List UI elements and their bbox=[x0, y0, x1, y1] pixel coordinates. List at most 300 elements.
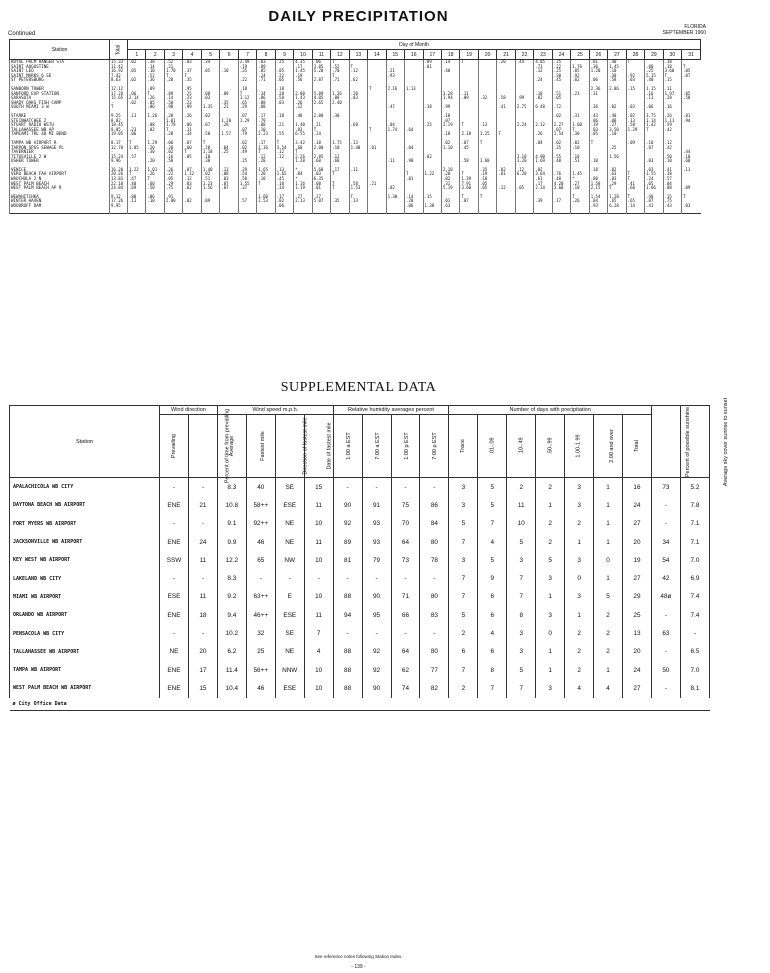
day-value bbox=[331, 204, 349, 213]
day-value: .30 bbox=[331, 114, 349, 119]
day-value: 1.40 bbox=[349, 146, 367, 151]
day-value: .68 bbox=[349, 123, 367, 128]
station-total: 15.65 bbox=[110, 96, 128, 101]
day-value: .80 bbox=[589, 177, 607, 182]
day-value: 2.65 bbox=[312, 101, 330, 106]
day-value: .12 bbox=[275, 150, 293, 155]
day-value: 1.29 bbox=[626, 128, 644, 133]
day-value: .10 bbox=[146, 69, 164, 74]
day-value: 1.68 bbox=[478, 159, 496, 168]
day-value: .35 bbox=[552, 146, 570, 151]
day-value: .29 bbox=[164, 182, 182, 187]
day-value: .50 bbox=[164, 159, 182, 168]
supp-value: 6.2 bbox=[217, 643, 246, 661]
supp-value: 24 bbox=[623, 661, 652, 679]
supp-value: 5 bbox=[478, 551, 507, 569]
supp-value: NE bbox=[275, 533, 304, 551]
day-value: .07 bbox=[238, 128, 256, 133]
day-value: .13 bbox=[349, 141, 367, 146]
day-value: T bbox=[146, 92, 164, 97]
station-total: 19.05 bbox=[110, 132, 128, 141]
day-value: .07 bbox=[220, 182, 238, 187]
supp-value: 1 bbox=[594, 533, 623, 551]
day-value: .25 bbox=[275, 60, 293, 65]
day-value: .05 bbox=[164, 177, 182, 182]
supp-value: - bbox=[362, 569, 391, 587]
day-value bbox=[515, 204, 533, 213]
day-value: 1.19 bbox=[294, 186, 312, 195]
supp-value: 88 bbox=[333, 661, 362, 679]
supp-value: 63 bbox=[651, 624, 680, 642]
day-value: .95 bbox=[183, 87, 201, 92]
day-value: 2.36 bbox=[589, 87, 607, 92]
day-value: .73 bbox=[534, 65, 552, 70]
day-value: 3.60 bbox=[552, 186, 570, 195]
day-value bbox=[552, 204, 570, 213]
supp-value: 4 bbox=[565, 679, 594, 697]
supp-value: 75 bbox=[391, 496, 420, 514]
supp-value: - bbox=[651, 606, 680, 624]
day-value: .50 bbox=[146, 186, 164, 195]
supp-column-header: Date of fastest mile bbox=[304, 415, 333, 478]
day-value: .70 bbox=[331, 69, 349, 74]
day-value: .89 bbox=[257, 65, 275, 70]
day-value: T bbox=[183, 74, 201, 79]
day-value: .10 bbox=[201, 155, 219, 160]
day-value: 5.07 bbox=[312, 199, 330, 204]
station-name: SAINT LEO bbox=[10, 69, 110, 74]
supp-value: 3 bbox=[565, 588, 594, 606]
day-value: .30 bbox=[608, 74, 626, 79]
day-value: .08 bbox=[201, 92, 219, 97]
day-value: .09 bbox=[626, 141, 644, 146]
day-value: 1.75 bbox=[645, 114, 663, 119]
day-value: .18 bbox=[663, 65, 681, 70]
day-value: .02 bbox=[534, 168, 552, 173]
supp-station-name: JACKSONVILLE WB AIRPORT bbox=[10, 533, 160, 551]
day-value: .21 bbox=[220, 105, 238, 114]
day-value: .24 bbox=[257, 74, 275, 79]
day-value: T bbox=[164, 74, 182, 79]
day-value: T bbox=[331, 186, 349, 195]
day-value: 4.90 bbox=[534, 155, 552, 160]
day-value: 2.87 bbox=[312, 78, 330, 87]
supp-value: 9.2 bbox=[217, 588, 246, 606]
day-value: .50 bbox=[663, 155, 681, 160]
day-value: .10 bbox=[257, 128, 275, 133]
day-value: .36 bbox=[146, 78, 164, 87]
day-value: 1.38 bbox=[423, 204, 441, 213]
day-value: T bbox=[478, 195, 496, 200]
supp-value: - bbox=[391, 478, 420, 497]
day-value: .05 bbox=[478, 182, 496, 187]
day-value: .01 bbox=[497, 172, 515, 177]
day-value bbox=[128, 204, 146, 213]
day-value: 1.35 bbox=[201, 105, 219, 114]
day-value: .03 bbox=[626, 78, 644, 87]
supp-value: 9.9 bbox=[217, 533, 246, 551]
supp-column-header: Total bbox=[623, 415, 652, 478]
day-value: .50 bbox=[682, 96, 701, 101]
supp-value: 90 bbox=[362, 588, 391, 606]
day-value: .41 bbox=[663, 168, 681, 173]
day-value: 1.28 bbox=[608, 195, 626, 200]
day-value: .06 bbox=[645, 105, 663, 114]
day-value: .13 bbox=[478, 123, 496, 128]
supp-value: 89 bbox=[333, 533, 362, 551]
supp-value: 92 bbox=[362, 643, 391, 661]
day-value: .37 bbox=[238, 186, 256, 195]
day-value: .15 bbox=[663, 195, 681, 200]
day-value: .11 bbox=[645, 96, 663, 101]
day-value: 1.39 bbox=[460, 177, 478, 182]
day-value: .19 bbox=[478, 172, 496, 177]
days-precip-header: Number of days with precipitation bbox=[449, 406, 652, 415]
station-total: 11.42 bbox=[110, 65, 128, 70]
supp-value: - bbox=[275, 569, 304, 587]
day-value: .62 bbox=[183, 186, 201, 195]
supp-value: 29 bbox=[623, 588, 652, 606]
station-total: 20.26 bbox=[110, 172, 128, 177]
day-value: .26 bbox=[294, 101, 312, 106]
station-total: - bbox=[110, 150, 128, 155]
day-value: .22 bbox=[275, 74, 293, 79]
day-value: 1.42 bbox=[645, 123, 663, 128]
day-value: .10 bbox=[589, 159, 607, 168]
day-value: .42 bbox=[663, 128, 681, 133]
supp-value: - bbox=[160, 624, 189, 642]
day-value: .86 bbox=[589, 119, 607, 124]
supp-row bbox=[10, 515, 710, 533]
day-value: 1.55 bbox=[238, 182, 256, 187]
day-value: .24 bbox=[312, 132, 330, 141]
supp-value: 82 bbox=[420, 679, 449, 697]
day-value: .79 bbox=[238, 132, 256, 141]
day-value: .05 bbox=[275, 78, 293, 87]
day-value bbox=[368, 132, 386, 141]
day-value: T bbox=[331, 60, 349, 65]
day-value: 1.97 bbox=[663, 92, 681, 97]
day-value: .03 bbox=[257, 60, 275, 65]
day-value: T bbox=[571, 195, 589, 200]
supp-value: 7.1 bbox=[680, 533, 709, 551]
supp-value: 10 bbox=[304, 515, 333, 533]
day-value: .26 bbox=[146, 172, 164, 177]
day-value: .09 bbox=[201, 199, 219, 204]
day-value: .03 bbox=[275, 101, 293, 106]
supp-value: 10 bbox=[304, 679, 333, 697]
supp-value: 79 bbox=[362, 551, 391, 569]
day-value bbox=[423, 78, 441, 87]
day-value: .18 bbox=[589, 168, 607, 173]
day-value: .09 bbox=[460, 96, 478, 101]
day-value: .02 bbox=[552, 141, 570, 146]
station-name: TARPON SPGS SEWAGE PL bbox=[10, 146, 110, 151]
station-total: 17.26 bbox=[110, 199, 128, 204]
supp-value: 54 bbox=[651, 551, 680, 569]
day-15-header: 15 bbox=[386, 50, 404, 60]
day-value: .38 bbox=[663, 172, 681, 177]
day-value: T bbox=[275, 141, 293, 146]
supp-value: 94 bbox=[333, 606, 362, 624]
supp-value: 78 bbox=[420, 551, 449, 569]
day-value: .19 bbox=[294, 74, 312, 79]
day-value: .94 bbox=[682, 119, 701, 124]
day-value: 1.40 bbox=[201, 168, 219, 173]
day-value: T bbox=[460, 195, 478, 200]
station-name: TALLAHASSEE WB AP bbox=[10, 128, 110, 133]
supp-value: - bbox=[188, 624, 217, 642]
day-value: .34 bbox=[257, 92, 275, 97]
day-value: 2.40 bbox=[331, 101, 349, 106]
day-value: .08 bbox=[257, 101, 275, 106]
day-value: .38 bbox=[663, 60, 681, 65]
day-value: .12 bbox=[257, 155, 275, 160]
day-value: .60 bbox=[312, 159, 330, 168]
day-value: .18 bbox=[238, 87, 256, 92]
supp-value: NE bbox=[160, 643, 189, 661]
day-value: .28 bbox=[663, 96, 681, 101]
day-value: .44 bbox=[515, 60, 533, 65]
supp-value: 86 bbox=[420, 496, 449, 514]
day-value: .30 bbox=[201, 159, 219, 168]
day-value: .02 bbox=[128, 101, 146, 106]
supp-value: 46 bbox=[246, 533, 275, 551]
day-value: T bbox=[128, 141, 146, 146]
day-value: 1.56 bbox=[201, 186, 219, 195]
day-value bbox=[405, 132, 423, 141]
day-value: .62 bbox=[238, 141, 256, 146]
supp-value: ESE bbox=[275, 679, 304, 697]
day-value: .41 bbox=[497, 105, 515, 114]
day-value: .80 bbox=[128, 195, 146, 200]
supp-value: 10 bbox=[304, 661, 333, 679]
day-value: .17 bbox=[552, 199, 570, 204]
day-value: 1.26 bbox=[146, 114, 164, 119]
supp-value: - bbox=[651, 643, 680, 661]
day-value: 2.18 bbox=[460, 132, 478, 141]
supp-column-header: .50-.99 bbox=[536, 415, 565, 478]
station-name: SANFORD EXP STATION bbox=[10, 92, 110, 97]
supp-value: 2 bbox=[449, 624, 478, 642]
supp-value: 2 bbox=[565, 661, 594, 679]
supp-value: 15 bbox=[304, 478, 333, 497]
supp-value: 7.0 bbox=[680, 661, 709, 679]
day-value: .15 bbox=[626, 87, 644, 92]
supp-value: 11 bbox=[304, 606, 333, 624]
supp-column-header: Trace bbox=[449, 415, 478, 478]
day-value: .10 bbox=[478, 177, 496, 182]
day-value: .08 bbox=[257, 123, 275, 128]
day-value: .38 bbox=[146, 60, 164, 65]
supp-value: 4 bbox=[304, 643, 333, 661]
day-value bbox=[423, 159, 441, 168]
supp-row bbox=[10, 533, 710, 551]
station-total: 16.20 bbox=[110, 168, 128, 173]
day-value: T bbox=[626, 177, 644, 182]
day-value: .52 bbox=[146, 74, 164, 79]
day-value: .12 bbox=[534, 69, 552, 74]
day-value bbox=[349, 204, 367, 213]
supp-value: 11 bbox=[507, 496, 536, 514]
supp-value: 2 bbox=[536, 533, 565, 551]
supp-value: ESE bbox=[160, 588, 189, 606]
day-value: * bbox=[294, 168, 312, 173]
day-value: .06 bbox=[589, 78, 607, 87]
day-value: .22 bbox=[164, 172, 182, 177]
day-value: .18 bbox=[312, 141, 330, 146]
day-value: 6.28 bbox=[515, 172, 533, 177]
station-name: STEINHATCHEE 2 bbox=[10, 119, 110, 124]
supp-value: 7.1 bbox=[680, 515, 709, 533]
day-value: .35 bbox=[331, 199, 349, 204]
day-value bbox=[460, 78, 478, 87]
day-value: .06 bbox=[128, 92, 146, 97]
day-value: 2.10 bbox=[441, 168, 459, 173]
day-value: .40 bbox=[645, 78, 663, 87]
day-value: .79 bbox=[257, 119, 275, 124]
supp-value: ENE bbox=[160, 661, 189, 679]
day-value: .01 bbox=[441, 199, 459, 204]
supp-value: 20 bbox=[623, 643, 652, 661]
day-value: .07 bbox=[552, 128, 570, 133]
day-value: .15 bbox=[423, 195, 441, 200]
day-value: .50 bbox=[201, 132, 219, 141]
day-value: .18 bbox=[275, 87, 293, 92]
day-value bbox=[515, 132, 533, 141]
day-value: .02 bbox=[238, 146, 256, 151]
day-value: .08 bbox=[331, 96, 349, 101]
day-value: .76 bbox=[552, 172, 570, 177]
day-value: .25 bbox=[552, 69, 570, 74]
station-name: USHER TOWER bbox=[10, 159, 110, 168]
day-value: .15 bbox=[663, 78, 681, 87]
day-value bbox=[146, 204, 164, 213]
supp-value: 27 bbox=[623, 569, 652, 587]
supp-value: 7 bbox=[304, 624, 333, 642]
day-value: .23 bbox=[183, 96, 201, 101]
day-value: .40 bbox=[552, 159, 570, 168]
day-value: .10 bbox=[608, 69, 626, 74]
day-value: T bbox=[626, 172, 644, 177]
supp-value: - bbox=[188, 478, 217, 497]
supp-value: 5 bbox=[536, 551, 565, 569]
station-name: STUART RADIO WSTU bbox=[10, 123, 110, 128]
day-value: .58 bbox=[497, 96, 515, 101]
supp-value: - bbox=[420, 624, 449, 642]
day-3-header: 3 bbox=[164, 50, 182, 60]
day-value: .02 bbox=[441, 141, 459, 146]
supp-value: 2 bbox=[507, 478, 536, 497]
day-value: 1.45 bbox=[608, 65, 626, 70]
supp-value: NW bbox=[275, 551, 304, 569]
day-value: 5.15 bbox=[645, 74, 663, 79]
day-value bbox=[515, 78, 533, 87]
humidity-header: Relative humidity averages percent bbox=[333, 406, 449, 415]
supp-value: 10.4 bbox=[217, 679, 246, 697]
day-value: 6.28 bbox=[608, 204, 626, 213]
day-value: 1.65 bbox=[257, 168, 275, 173]
supp-value: 93 bbox=[362, 515, 391, 533]
day-value: 1.54 bbox=[589, 195, 607, 200]
day-value: .60 bbox=[294, 146, 312, 151]
supp-value: 46 bbox=[246, 679, 275, 697]
day-value: T bbox=[331, 182, 349, 187]
day-value: .20 bbox=[257, 159, 275, 168]
supp-value: 7.4 bbox=[680, 588, 709, 606]
day-value bbox=[201, 78, 219, 87]
day-value: T bbox=[331, 74, 349, 79]
station-header: Station bbox=[10, 40, 110, 60]
day-value: .10 bbox=[257, 177, 275, 182]
day-9-header: 9 bbox=[275, 50, 293, 60]
supp-value: 80 bbox=[420, 588, 449, 606]
day-value: 1.01 bbox=[164, 119, 182, 124]
day-value: .41 bbox=[645, 204, 663, 213]
supp-value: 13 bbox=[623, 624, 652, 642]
day-value: .26 bbox=[146, 96, 164, 101]
supp-station-name: MIAMI WB AIRPORT bbox=[10, 588, 160, 606]
supp-value: - bbox=[160, 515, 189, 533]
day-value: 2.00 bbox=[164, 199, 182, 204]
station-total: 9.85 bbox=[110, 128, 128, 133]
supp-value: 10.2 bbox=[217, 624, 246, 642]
day-value: .22 bbox=[552, 65, 570, 70]
day-value: .58 bbox=[608, 78, 626, 87]
day-value: .65 bbox=[626, 199, 644, 204]
day-value bbox=[349, 105, 367, 114]
precip-row bbox=[10, 204, 701, 213]
day-value: 3.54 bbox=[275, 146, 293, 151]
day-value: T bbox=[201, 141, 219, 146]
supp-value: 81 bbox=[333, 551, 362, 569]
supp-value: 8.3 bbox=[217, 569, 246, 587]
supp-value: 15 bbox=[188, 679, 217, 697]
supp-value: 91 bbox=[362, 496, 391, 514]
station-name: SOUTH MIAMI 3 W bbox=[10, 105, 110, 114]
supp-column-header: Fastest mile bbox=[246, 415, 275, 478]
day-value: .43 bbox=[663, 204, 681, 213]
day-value: 1.26 bbox=[331, 92, 349, 97]
day-value: 4.05 bbox=[312, 96, 330, 101]
day-5-header: 5 bbox=[201, 50, 219, 60]
station-name: WEST PALM BEACH AP R bbox=[10, 186, 110, 195]
day-value: .82 bbox=[423, 155, 441, 160]
day-value: .88 bbox=[257, 105, 275, 114]
supp-value: 92 bbox=[333, 515, 362, 533]
day-value: .11 bbox=[349, 168, 367, 173]
supp-value: 88 bbox=[333, 588, 362, 606]
day-7-header: 7 bbox=[238, 50, 256, 60]
supp-station-name: TAMPA WB AIRPORT bbox=[10, 661, 160, 679]
day-value: .20 bbox=[164, 114, 182, 119]
day-value: T bbox=[663, 74, 681, 79]
supp-station-name: LAKELAND WB CITY bbox=[10, 569, 160, 587]
day-value: .39 bbox=[534, 199, 552, 204]
day-value: .07 bbox=[220, 186, 238, 195]
day-value: 1.20 bbox=[220, 119, 238, 124]
day-value bbox=[220, 78, 238, 87]
supp-value: 1 bbox=[594, 478, 623, 497]
day-value bbox=[682, 78, 701, 87]
day-value: .14 bbox=[405, 195, 423, 200]
supp-value: 24 bbox=[623, 496, 652, 514]
station-total: 22.10 bbox=[110, 182, 128, 187]
day-value: .05 bbox=[645, 182, 663, 187]
day-value: .16 bbox=[645, 92, 663, 97]
day-value: .65 bbox=[238, 101, 256, 106]
supp-value: 5 bbox=[449, 606, 478, 624]
